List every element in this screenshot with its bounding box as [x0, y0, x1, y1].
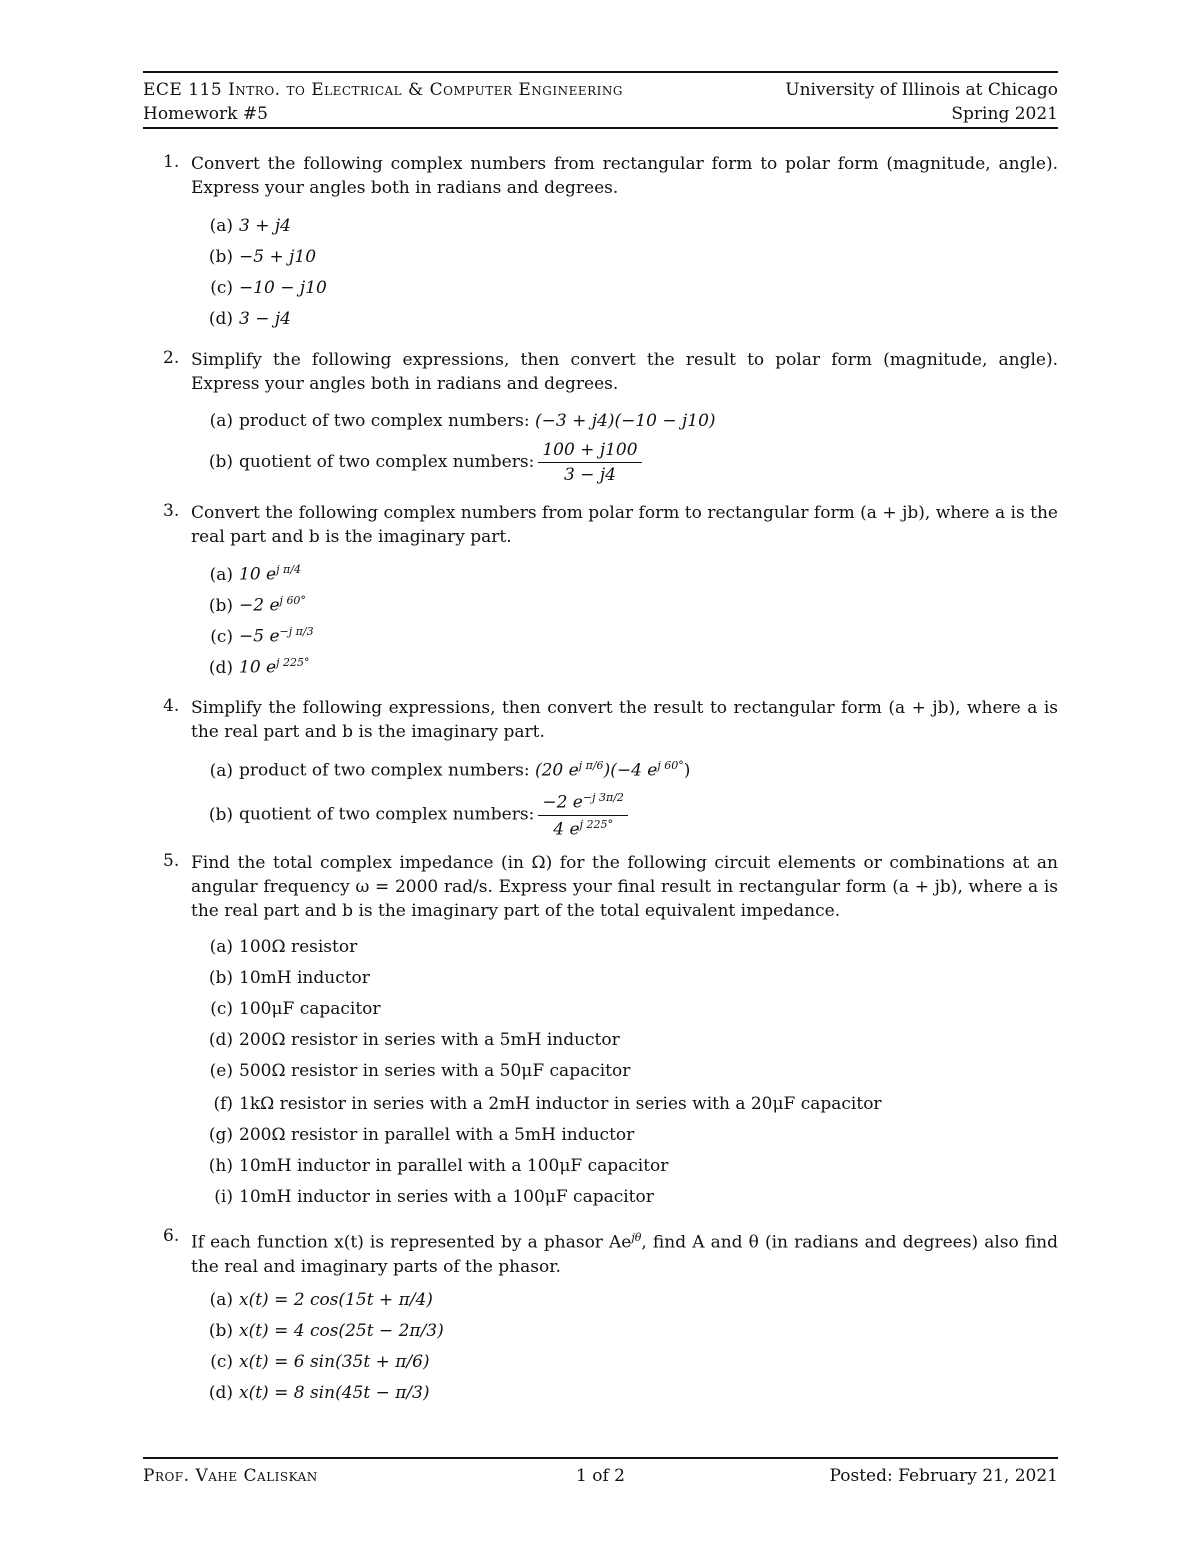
problem-text: Simplify the following expressions, then convert the result to polar form (magnitude, angle). Express your angles both in radians and degrees.	[191, 350, 1058, 394]
part-expression: 10mH inductor in series with a 100μF capacitor	[239, 1187, 654, 1207]
part-expression: )(−4 e	[603, 760, 658, 781]
part-item	[195, 1352, 430, 1372]
assignment-title: Homework #5	[143, 104, 268, 124]
header-top-rule	[143, 71, 1058, 73]
part-label: (a)	[209, 1290, 233, 1310]
part-item	[195, 411, 716, 431]
part-expression: 100Ω resistor	[239, 937, 358, 957]
part-label: (a)	[209, 760, 233, 781]
part-item	[195, 278, 327, 298]
part-label: (a)	[209, 937, 233, 957]
part-item	[195, 1061, 630, 1081]
fraction	[538, 791, 628, 839]
part-label: (d)	[208, 657, 233, 678]
part-exponent: j 60°	[657, 759, 684, 772]
part-exponent: j 60°	[279, 594, 306, 607]
part-item	[195, 1187, 654, 1207]
problem-6	[163, 1226, 1058, 1279]
part-expression: (−3 + j4)(−10 − j10)	[534, 411, 716, 431]
part-expression: 1kΩ resistor in series with a 2mH inductor in series with a 20μF capacitor	[239, 1094, 882, 1114]
part-expression: )	[683, 760, 691, 781]
part-label: (e)	[209, 1061, 233, 1081]
part-exponent: j 225°	[579, 817, 613, 831]
part-expression: x(t) = 2 cos(15t + π/4)	[239, 1290, 433, 1310]
part-item	[195, 1094, 882, 1114]
part-label: (c)	[210, 278, 233, 298]
part-label: (d)	[208, 1030, 233, 1050]
problem-number: 5.	[163, 851, 180, 871]
part-item	[195, 563, 301, 585]
part-label: (f)	[213, 1094, 233, 1114]
page-number: 1 of 2	[576, 1466, 625, 1486]
part-item	[195, 440, 642, 485]
part-label: (b)	[208, 1321, 233, 1341]
part-item	[195, 309, 291, 329]
part-item	[195, 968, 370, 988]
part-label: (a)	[209, 411, 233, 431]
part-item	[195, 1290, 433, 1310]
part-prefix: quotient of two complex numbers:	[239, 452, 535, 472]
problem-number: 4.	[163, 696, 180, 716]
part-expression: 3 + j4	[239, 216, 291, 236]
part-label: (c)	[210, 1352, 233, 1372]
part-item	[195, 1321, 444, 1341]
part-exponent: jθ	[631, 1231, 642, 1244]
part-expression: 500Ω resistor in series with a 50μF capacitor	[239, 1061, 631, 1081]
part-item	[195, 247, 316, 267]
problem-4	[163, 696, 1058, 744]
problem-text: Find the total complex impedance (in Ω) for the following circuit elements or combinations at an angular frequency ω = 2000 rad/s. Express your final result in rectangular form (a + jb), where a is the real part and b is the imaginary part of the total equivalent impedance.	[191, 853, 1058, 921]
problem-number: 6.	[163, 1226, 180, 1246]
part-label: (h)	[208, 1156, 233, 1176]
problem-text-part: , find A and θ (in radians and degrees) also find the real and imaginary parts of the phasor.	[191, 1232, 1058, 1277]
part-item	[195, 1156, 668, 1176]
part-expression: x(t) = 4 cos(25t − 2π/3)	[239, 1321, 444, 1341]
page-header	[143, 80, 1058, 128]
footer-rule	[143, 1457, 1058, 1459]
part-item	[195, 1125, 634, 1145]
instructor-name: Prof. Vahe Caliskan	[143, 1466, 318, 1486]
part-item	[195, 1030, 620, 1050]
problem-text: Convert the following complex numbers from rectangular form to polar form (magnitude, angle). Express your angles both in radians and degrees.	[191, 154, 1058, 198]
part-expression: 10mH inductor in parallel with a 100μF capacitor	[239, 1156, 669, 1176]
part-label: (b)	[208, 247, 233, 267]
part-label: (b)	[208, 968, 233, 988]
part-prefix: product of two complex numbers:	[239, 411, 530, 431]
part-label: (c)	[210, 999, 233, 1019]
part-base: 10 e	[239, 564, 277, 585]
part-label: (d)	[208, 1383, 233, 1403]
part-label: (b)	[208, 452, 233, 472]
part-expression: 200Ω resistor in parallel with a 5mH inductor	[239, 1125, 635, 1145]
problem-3	[163, 501, 1058, 549]
part-base: −2 e	[542, 792, 583, 813]
posted-date: Posted: February 21, 2021	[829, 1466, 1058, 1486]
part-item	[195, 937, 357, 957]
part-label: (a)	[209, 564, 233, 585]
part-item	[195, 791, 628, 839]
fraction-numerator	[538, 791, 628, 816]
part-exponent: −j 3π/2	[582, 791, 624, 804]
part-item	[195, 759, 690, 781]
problem-5	[163, 851, 1058, 923]
course-title: ECE 115 Intro. to Electrical & Computer Engineering	[143, 80, 624, 100]
problem-number: 3.	[163, 501, 180, 521]
fraction-denominator: 3 − j4	[563, 465, 616, 485]
problem-2	[163, 348, 1058, 396]
part-expression: x(t) = 6 sin(35t + π/6)	[239, 1352, 430, 1372]
part-base: 10 e	[239, 657, 277, 678]
part-expression: −10 − j10	[239, 278, 327, 298]
problem-number: 1.	[163, 152, 180, 172]
part-label: (b)	[208, 804, 233, 825]
problem-text: Convert the following complex numbers from polar form to rectangular form (a + jb), where a is the real part and b is the imaginary part.	[191, 503, 1058, 547]
institution: University of Illinois at Chicago	[785, 80, 1058, 100]
part-label: (a)	[209, 216, 233, 236]
part-expression: x(t) = 8 sin(45t − π/3)	[239, 1383, 430, 1403]
problem-1	[163, 152, 1058, 200]
part-expression: −5 + j10	[239, 247, 317, 267]
part-exponent: j π/6	[578, 759, 604, 772]
part-base: −2 e	[239, 595, 280, 616]
part-label: (d)	[208, 309, 233, 329]
part-base: 4 e	[553, 819, 580, 840]
fraction	[538, 440, 641, 485]
part-expression: 3 − j4	[239, 309, 291, 329]
part-item	[195, 999, 381, 1019]
part-item	[195, 216, 291, 236]
part-exponent: j 225°	[276, 656, 310, 669]
fraction-numerator: 100 + j100	[538, 440, 641, 463]
part-label: (g)	[208, 1125, 233, 1145]
problem-number: 2.	[163, 348, 180, 368]
part-label: (i)	[214, 1187, 233, 1207]
problem-text-part: If each function x(t) is represented by a phasor Ae	[191, 1232, 632, 1253]
part-label: (c)	[210, 626, 233, 647]
part-expression: (20 e	[534, 760, 579, 781]
part-item	[195, 656, 310, 678]
part-item	[195, 594, 306, 616]
part-base: −5 e	[239, 626, 280, 647]
part-exponent: j π/4	[276, 563, 301, 576]
part-expression: 100μF capacitor	[239, 999, 381, 1019]
part-item	[195, 1383, 430, 1403]
part-expression: 10mH inductor	[239, 968, 370, 988]
part-prefix: product of two complex numbers:	[239, 760, 530, 781]
fraction-denominator	[538, 816, 628, 840]
part-item	[195, 625, 314, 647]
part-expression: 200Ω resistor in series with a 5mH inductor	[239, 1030, 620, 1050]
part-exponent: −j π/3	[279, 625, 314, 638]
part-prefix: quotient of two complex numbers:	[239, 804, 535, 825]
problem-text	[191, 1226, 1058, 1279]
problem-text: Simplify the following expressions, then convert the result to rectangular form (a + jb), where a is the real part and b is the imaginary part.	[191, 698, 1058, 742]
part-label: (b)	[208, 595, 233, 616]
page-footer	[143, 1466, 1058, 1486]
header-bottom-rule	[143, 127, 1058, 129]
term: Spring 2021	[951, 104, 1058, 124]
